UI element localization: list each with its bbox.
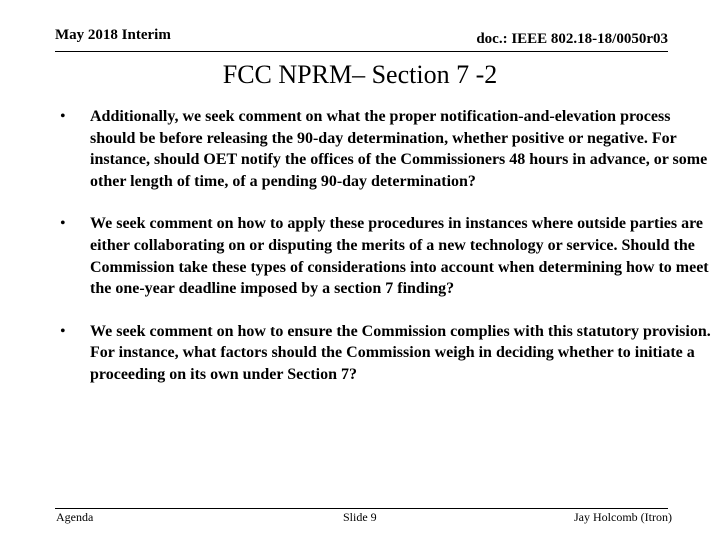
footer-section-label: Agenda xyxy=(56,510,94,524)
bullet-text: We seek comment on how to ensure the Commission complies with this statutory provision. For instance, what factors should the Commission weigh in deciding whether to initiate a proceeding on its own under Section 7? xyxy=(90,322,711,383)
footer-slide-number: Slide 9 xyxy=(343,510,377,524)
bullet-marker: • xyxy=(60,322,66,340)
bullet-list xyxy=(60,106,715,386)
bullet-item xyxy=(60,106,715,192)
bullet-text: We seek comment on how to apply these procedures in instances where outside parties are either collaborating on or disputing the merits of a new technology or service. Should the Commission take these types of considerations into account when determining how to meet the one-year deadline imposed by a section 7 finding? xyxy=(90,215,709,298)
header-divider xyxy=(55,51,668,52)
footer-divider xyxy=(55,508,668,509)
bullet-marker: • xyxy=(60,215,66,233)
bullet-item xyxy=(60,213,715,299)
bullet-text: Additionally, we seek comment on what the proper notification-and-elevation process should be before releasing the 90-day determination, whether positive or negative. For instance, should OET notify the offices of the Commissioners 48 hours in advance, or some other length of time, of a pending 90-day determination? xyxy=(90,108,708,190)
slide-title: FCC NPRM– Section 7 -2 xyxy=(222,60,498,89)
header-document-id: doc.: IEEE 802.18-18/0050r03 xyxy=(476,31,668,47)
bullet-marker: • xyxy=(60,108,66,125)
footer-author: Jay Holcomb (Itron) xyxy=(574,510,672,524)
header-meeting-label: May 2018 Interim xyxy=(55,27,171,43)
bullet-item xyxy=(60,321,715,386)
